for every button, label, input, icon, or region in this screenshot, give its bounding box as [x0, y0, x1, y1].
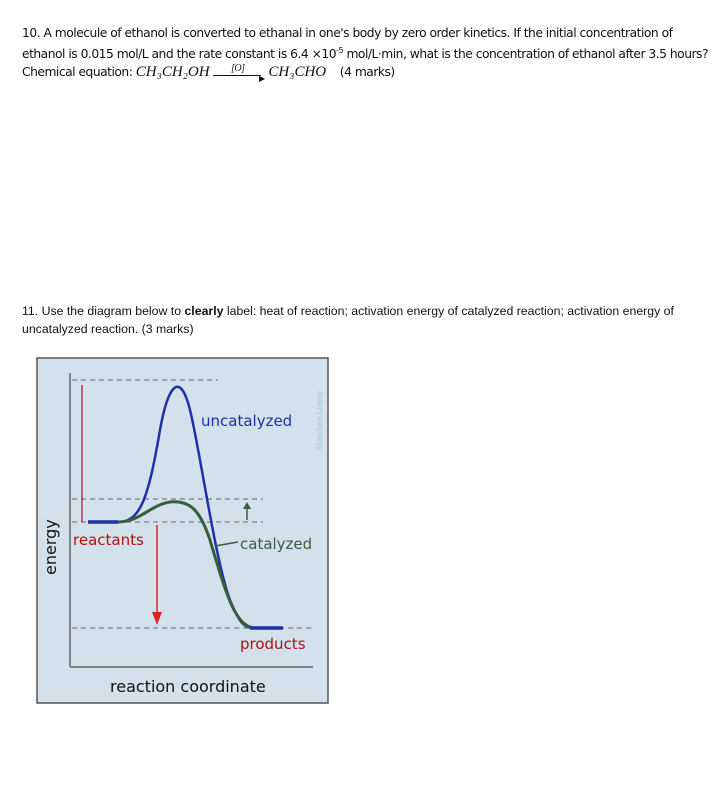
label-products: products — [240, 635, 306, 653]
reactant-formula: CH₃CH₂OH — [135, 64, 210, 81]
credit-watermark: Stephen Lower — [315, 390, 324, 450]
q10-line2-b: mol/L·min, what is the concentration of ethanol after 3.5 hours? — [343, 47, 708, 62]
marks: (4 marks) — [339, 65, 395, 80]
oxidant-label: [O] — [231, 62, 245, 74]
y-axis-label: energy — [41, 519, 60, 575]
exponent: -5 — [336, 46, 344, 55]
q11-text-b: label: heat of reaction; activation energy of catalyzed reaction; activation energy of uncatalyzed reaction. (3 marks) — [22, 304, 674, 336]
q10-line2-a: ethanol is 0.015 mol/L and the rate constant is 6.4 ×10 — [22, 47, 337, 62]
q11-bold: clearly — [184, 304, 224, 318]
product-formula: CH₃CHO — [268, 64, 327, 81]
label-reactants: reactants — [73, 531, 144, 549]
eq-label: Chemical equation: — [22, 65, 133, 80]
x-axis-label: reaction coordinate — [110, 677, 266, 696]
reaction-arrow: [O] ▶ — [213, 66, 265, 80]
q10-line1: 10. A molecule of ethanol is converted to ethanal in one's body by zero order kinetics. If the initial concentration of — [22, 26, 673, 40]
q11-text-a: 11. Use the diagram below to — [22, 304, 185, 318]
label-catalyzed: catalyzed — [240, 535, 313, 553]
label-uncatalyzed: uncatalyzed — [201, 412, 293, 430]
